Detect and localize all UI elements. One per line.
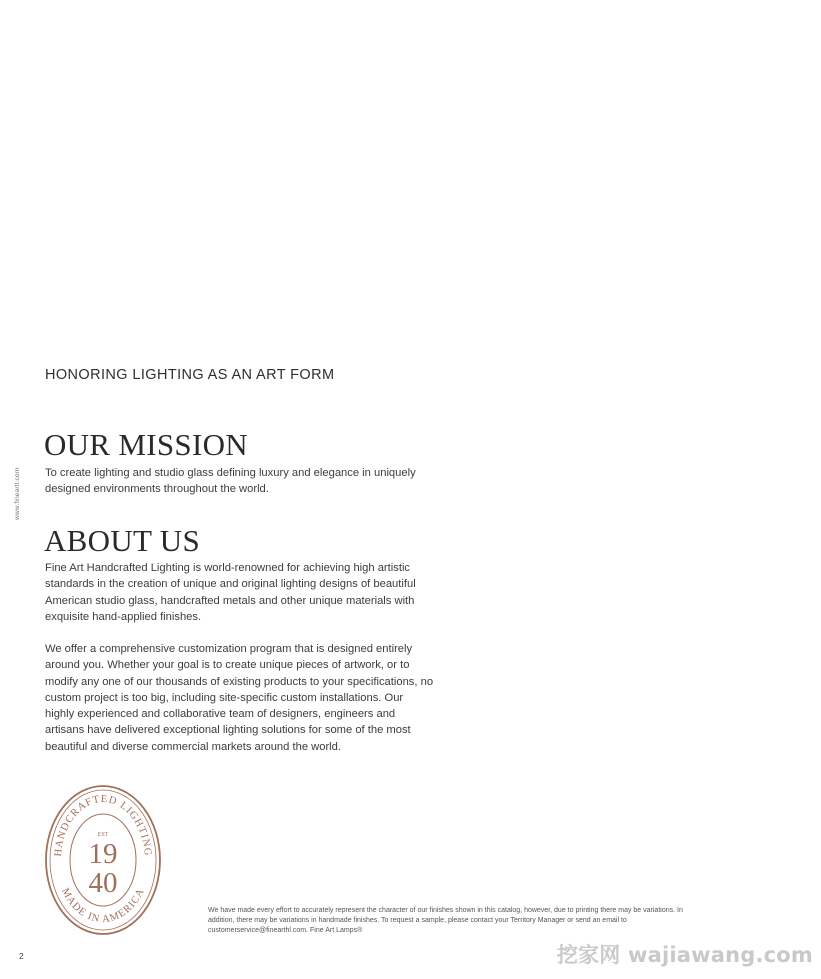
seal-year-top: 19 [88,838,118,870]
seal-bottom-arc-text: MADE IN AMERICA [59,886,147,926]
about-heading: ABOUT US [44,523,200,558]
site-watermark: 挖家网 wajiawang.com [556,943,813,967]
section-kicker: HONORING LIGHTING AS AN ART FORM [45,367,335,383]
catalog-disclaimer: We have made every effort to accurately represent the character of our finishes shown in this catalog, however, due to printing there may be variations. In addition, there may be variations in handmade finishes. To request a sample, please contact your Territory Manager or send an email to customerservice@finearthl.com. Fine Art Lamps® [208,907,683,934]
seal-est-label: EST [97,832,109,838]
seal-top-arc-text: HANDCRAFTED LIGHTING [52,793,154,857]
about-paragraph-1: Fine Art Handcrafted Lighting is world-renowned for achieving high artistic standards in the creation of unique and original lighting designs of beautiful American studio glass, handcrafted metals and other unique materials with exquisite hand-applied finishes. [45,562,416,623]
about-paragraph-2: We offer a comprehensive customization program that is designed entirely around you. Whether your goal is to create unique pieces of artwork, or to modify any one of our thousands of existing products to your specifications, no custom project is too big, including site-specific custom installations. Our highly experienced and collaborative team of designers, engineers and artisans have delivered exceptional lighting solutions for some of the most beautiful and diverse commercial markets around the world. [45,643,434,753]
handcrafted-1940-seal [44,784,162,936]
mission-text: To create lighting and studio glass defining luxury and elegance in uniquely designed environments throughout the world. [45,467,416,496]
mission-heading: OUR MISSION [44,427,248,462]
side-website-url: www.fineartl.com [14,467,21,520]
seal-year-bottom: 40 [88,867,118,899]
page-number: 2 [19,951,24,961]
